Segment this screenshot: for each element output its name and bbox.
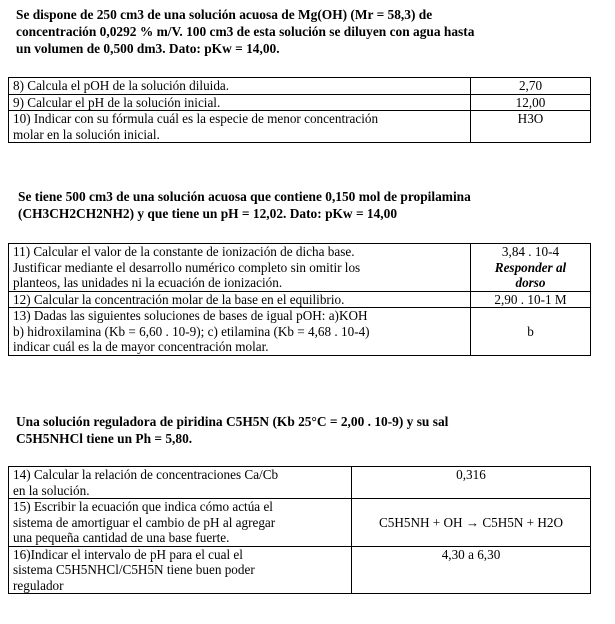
answer-note: dorso bbox=[515, 275, 546, 290]
answer-13: b bbox=[471, 308, 591, 356]
answer-12: 2,90 . 10-1 M bbox=[471, 291, 591, 308]
question-15 bbox=[9, 499, 352, 547]
question-16 bbox=[9, 546, 352, 594]
answer-note: Responder al bbox=[494, 259, 567, 275]
question-11 bbox=[9, 244, 471, 292]
question-12: 12) Calcular la concentración molar de la base en el equilibrio. bbox=[9, 291, 471, 308]
question-10 bbox=[9, 111, 471, 143]
question-line: planteos, las unidades ni la ecuación de ionización. bbox=[13, 275, 283, 290]
answer-16: 4,30 a 6,30 bbox=[352, 546, 591, 594]
statement-line: un volumen de 0,500 dm3. Dato: pKw = 14,00. bbox=[16, 41, 280, 56]
question-line: sistema de amortiguar el cambio de pH al agregar bbox=[13, 514, 276, 530]
problem-1-statement bbox=[16, 6, 576, 57]
question-line: 10) Indicar con su fórmula cuál es la especie de menor concentración bbox=[13, 111, 379, 126]
question-line: molar en la solución inicial. bbox=[13, 126, 160, 142]
table-row bbox=[9, 546, 591, 594]
answer-14: 0,316 bbox=[352, 467, 591, 499]
table-row bbox=[9, 111, 591, 143]
question-line: indicar cuál es la de mayor concentración molar. bbox=[13, 339, 269, 354]
question-line: regulador bbox=[13, 577, 64, 593]
table-row bbox=[9, 244, 591, 292]
problem-3-table bbox=[8, 466, 591, 594]
statement-line: Una solución reguladora de piridina C5H5N (Kb 25°C = 2,00 . 10-9) y su sal bbox=[16, 414, 449, 429]
question-line: sistema C5H5NHCl/C5H5N tiene buen poder bbox=[13, 562, 255, 577]
question-line: 11) Calcular el valor de la constante de ionización de dicha base. bbox=[13, 244, 355, 259]
table-row bbox=[9, 78, 591, 95]
statement-line: Se dispone de 250 cm3 de una solución acuosa de Mg(OH) (Mr = 58,3) de bbox=[16, 7, 433, 22]
question-14 bbox=[9, 467, 352, 499]
answer-value: 3,84 . 10-4 bbox=[501, 244, 560, 259]
statement-line: concentración 0,0292 % m/V. 100 cm3 de esta solución se diluyen con agua hasta bbox=[16, 24, 475, 39]
question-line: una pequeña cantidad de una base fuerte. bbox=[13, 530, 230, 545]
question-line: b) hidroxilamina (Kb = 6,60 . 10-9); c) etilamina (Kb = 4,68 . 10-4) bbox=[13, 323, 370, 339]
table-row bbox=[9, 499, 591, 547]
problem-2-statement bbox=[18, 188, 578, 222]
question-line: 13) Dadas las siguientes soluciones de bases de igual pOH: a)KOH bbox=[13, 308, 368, 323]
table-row bbox=[9, 291, 591, 308]
answer-9: 12,00 bbox=[471, 94, 591, 111]
question-13 bbox=[9, 308, 471, 356]
question-line: Justificar mediante el desarrollo numérico completo sin omitir los bbox=[13, 259, 361, 275]
question-8: 8) Calcula el pOH de la solución diluida. bbox=[9, 78, 471, 95]
answer-8: 2,70 bbox=[471, 78, 591, 95]
problem-1-table bbox=[8, 77, 591, 143]
question-line: 15) Escribir la ecuación que indica cómo actúa el bbox=[13, 499, 273, 514]
problem-2-table bbox=[8, 243, 591, 356]
statement-line: Se tiene 500 cm3 de una solución acuosa que contiene 0,150 mol de propilamina bbox=[18, 189, 471, 204]
question-9: 9) Calcular el pH de la solución inicial. bbox=[9, 94, 471, 111]
answer-10: H3O bbox=[471, 111, 591, 143]
question-line: 16)Indicar el intervalo de pH para el cual el bbox=[13, 546, 243, 562]
table-row bbox=[9, 94, 591, 111]
answer-15: C5H5NH + OH → C5H5N + H2O bbox=[352, 499, 591, 547]
question-line: en la solución. bbox=[13, 482, 90, 498]
question-line: 14) Calcular la relación de concentraciones Ca/Cb bbox=[13, 467, 279, 482]
table-row bbox=[9, 308, 591, 356]
problem-3-statement bbox=[16, 413, 576, 447]
statement-line: C5H5NHCl tiene un Ph = 5,80. bbox=[16, 431, 193, 446]
table-row bbox=[9, 467, 591, 499]
statement-line: (CH3CH2CH2NH2) y que tiene un pH = 12,02. Dato: pKw = 14,00 bbox=[18, 206, 398, 221]
answer-11 bbox=[471, 244, 591, 292]
